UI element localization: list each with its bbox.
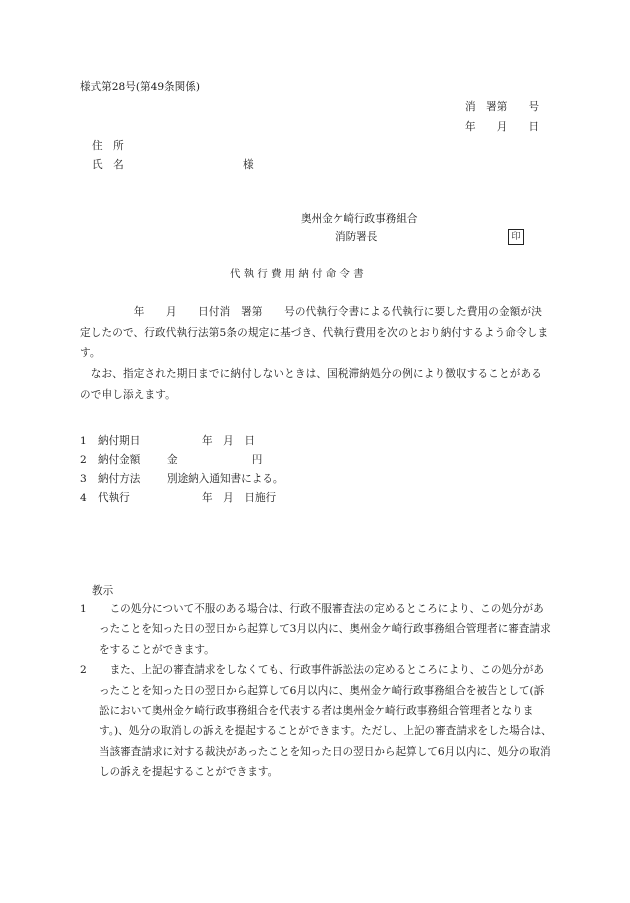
item-text: この処分について不服のある場合は、行政不服審査法の定めるところにより、この処分があったことを知った日の翌日から起算して3月以内に、奥州金ケ崎行政事務組合管理者に審査請求をすることができます。 bbox=[99, 603, 551, 656]
name-label: 氏 名 bbox=[92, 159, 124, 171]
issuer-organization: 奥州金ケ崎行政事務組合 bbox=[301, 213, 418, 225]
form-number: 様式第28号(第49条関係) bbox=[80, 81, 200, 93]
item-number: 1 bbox=[80, 435, 87, 447]
document-number: 消 署第 号 bbox=[465, 101, 540, 113]
item-value: 年 月 日 bbox=[202, 435, 255, 447]
honorific: 様 bbox=[243, 159, 254, 171]
issue-date: 年 月 日 bbox=[465, 121, 540, 133]
item-number: 2 bbox=[80, 454, 87, 466]
list-item bbox=[80, 599, 554, 660]
item-number: 3 bbox=[80, 473, 87, 485]
item-value: 金 円 bbox=[167, 454, 263, 466]
address-label: 住 所 bbox=[92, 140, 124, 152]
item-value: 年 月 日施行 bbox=[202, 492, 277, 504]
item-number: 4 bbox=[80, 492, 87, 504]
list-item bbox=[80, 660, 554, 782]
seal-mark: 印 bbox=[508, 229, 524, 245]
body-paragraph-1: 年 月 日付消 署第 号の代執行令書による代執行に要した費用の金額が決定したので、行政代執行法第5条の規定に基づき、代執行費用を次のとおり納付するよう命令します。 bbox=[80, 306, 549, 360]
instructions-heading: 教示 bbox=[92, 585, 114, 597]
item-value: 別途納入通知書による。 bbox=[167, 473, 284, 485]
item-label: 納付方法 bbox=[98, 473, 141, 485]
document-title: 代 執 行 費 用 納 付 命 令 書 bbox=[230, 268, 364, 280]
issuer-title: 消防署長 bbox=[335, 231, 378, 243]
item-text: また、上記の審査請求をしなくても、行政事件訴訟法の定めるところにより、この処分があったことを知った日の翌日から起算して6月以内に、奥州金ケ崎行政事務組合を被告として(訴訟において奥州金ケ崎行政事務組合を代表する者は奥州金ケ崎行政事務組合管理者となります。)、処分の取消しの訴えを提起することができます。ただし、上記の審査請求をした場合は、当該審査請求に対する裁決があったことを知った日の翌日から起算して6月以内に、処分の取消しの訴えを提起することができます。 bbox=[99, 664, 552, 779]
item-label: 納付期日 bbox=[98, 435, 141, 447]
body-paragraph-2: なお、指定された期日までに納付しないときは、国税滞納処分の例により徴収することがあるので申し添えます。 bbox=[80, 368, 542, 401]
item-label: 納付金額 bbox=[98, 454, 141, 466]
item-number: 1 bbox=[80, 603, 87, 615]
instructions-list bbox=[80, 599, 554, 783]
item-number: 2 bbox=[80, 664, 87, 677]
item-label: 代執行 bbox=[98, 492, 130, 504]
